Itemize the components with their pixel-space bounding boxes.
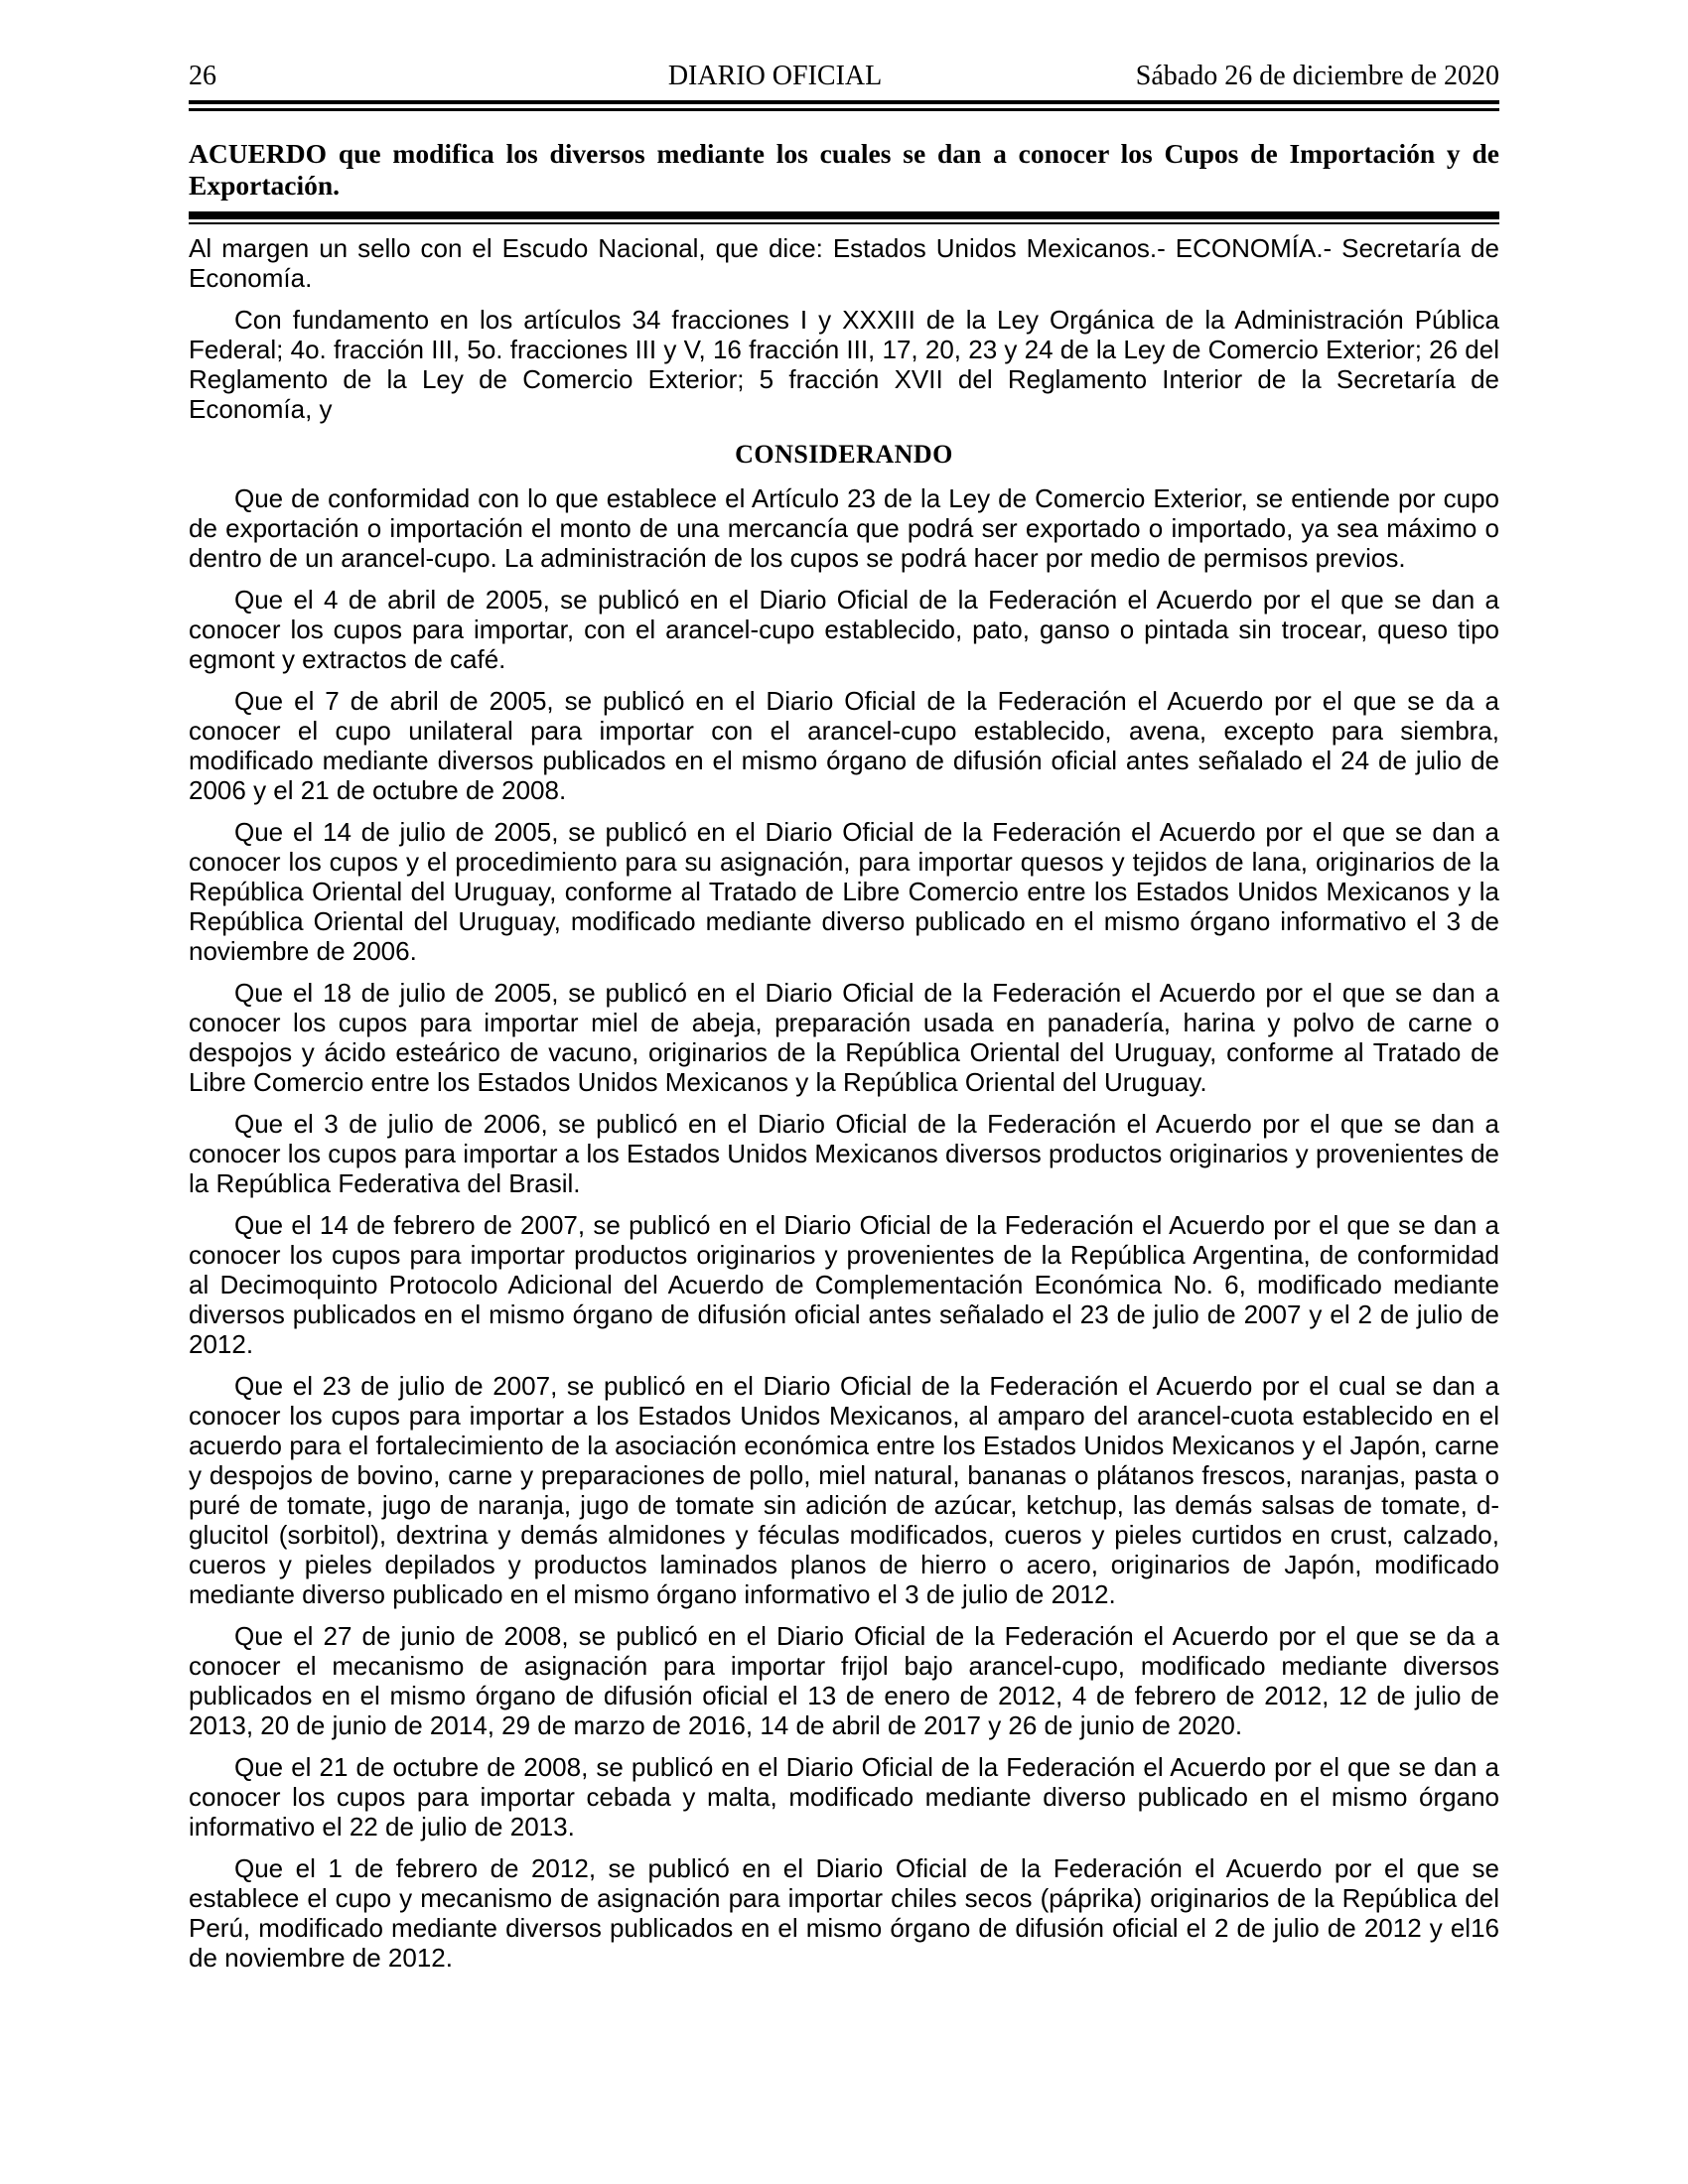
considerando-paragraph-2: Que el 4 de abril de 2005, se publicó en el Diario Oficial de la Federación el Acuerdo por el que se dan a conocer los cupos para importar, con el arancel-cupo establecido, pato, ganso o pintada sin trocear, queso tipo egmont y extractos de café. xyxy=(189,585,1499,674)
margin-seal-paragraph: Al margen un sello con el Escudo Nacional, que dice: Estados Unidos Mexicanos.- ECONOMÍA.- Secretaría de Economía. xyxy=(189,233,1499,293)
legal-basis-paragraph: Con fundamento en los artículos 34 fracciones I y XXXIII de la Ley Orgánica de la Administración Pública Federal; 4o. fracción III, 5o. fracciones III y V, 16 fracción III, 17, 20, 23 y 24 de la Ley de Comercio Exterior; 26 del Reglamento de la Ley de Comercio Exterior; 5 fracción XVII del Reglamento Interior de la Secretaría de Economía, y xyxy=(189,305,1499,424)
header-double-rule xyxy=(189,100,1499,111)
considerando-heading: CONSIDERANDO xyxy=(735,440,953,469)
running-header xyxy=(189,62,1499,91)
considerando-paragraph-8: Que el 23 de julio de 2007, se publicó en el Diario Oficial de la Federación el Acuerdo por el cual se dan a conocer los cupos para importar a los Estados Unidos Mexicanos, al amparo del arancel-cuota establecido en el acuerdo para el fortalecimiento de la asociación económica entre los Estados Unidos Mexicanos y el Japón, carne y despojos de bovino, carne y preparaciones de pollo, miel natural, bananas o plátanos frescos, naranjas, pasta o puré de tomate, jugo de naranja, jugo de tomate sin adición de azúcar, ketchup, las demás salsas de tomate, d-glucitol (sorbitol), dextrina y demás almidones y féculas modificados, cueros y pieles curtidos en crust, calzado, cueros y pieles depilados y productos laminados planos de hierro o acero, originarios de Japón, modificado mediante diverso publicado en el mismo órgano informativo el 3 de julio de 2012. xyxy=(189,1371,1499,1609)
considerando-paragraph-7: Que el 14 de febrero de 2007, se publicó en el Diario Oficial de la Federación el Acuerdo por el que se dan a conocer los cupos para importar productos originarios y provenientes de la República Argentina, de conformidad al Decimoquinto Protocolo Adicional del Acuerdo de Complementación Económica No. 6, modificado mediante diversos publicados en el mismo órgano de difusión oficial antes señalado el 23 de julio de 2007 y el 2 de julio de 2012. xyxy=(189,1210,1499,1359)
considerando-paragraph-11: Que el 1 de febrero de 2012, se publicó en el Diario Oficial de la Federación el Acuerdo por el que se establece el cupo y mecanismo de asignación para importar chiles secos (páprika) originarios de la República del Perú, modificado mediante diversos publicados en el mismo órgano de difusión oficial el 2 de julio de 2012 y el16 de noviembre de 2012. xyxy=(189,1853,1499,1973)
page-number: 26 xyxy=(189,61,216,91)
issue-date: Sábado 26 de diciembre de 2020 xyxy=(1135,61,1499,91)
document-body xyxy=(189,233,1499,1973)
considerando-paragraph-9: Que el 27 de junio de 2008, se publicó en el Diario Oficial de la Federación el Acuerdo por el que se da a conocer el mecanismo de asignación para importar frijol bajo arancel-cupo, modificado mediante diversos publicados en el mismo órgano de difusión oficial el 13 de enero de 2012, 4 de febrero de 2012, 12 de julio de 2013, 20 de junio de 2014, 29 de marzo de 2016, 14 de abril de 2017 y 26 de junio de 2020. xyxy=(189,1621,1499,1740)
considerando-paragraph-10: Que el 21 de octubre de 2008, se publicó en el Diario Oficial de la Federación el Acuerdo por el que se dan a conocer los cupos para importar cebada y malta, modificado mediante diverso publicado en el mismo órgano informativo el 22 de julio de 2013. xyxy=(189,1752,1499,1842)
document-title: ACUERDO que modifica los diversos mediante los cuales se dan a conocer los Cupos de Importación y de Exportación. xyxy=(189,138,1499,201)
considerando-paragraph-4: Que el 14 de julio de 2005, se publicó en el Diario Oficial de la Federación el Acuerdo por el que se dan a conocer los cupos y el procedimiento para su asignación, para importar quesos y tejidos de lana, originarios de la República Oriental del Uruguay, conforme al Tratado de Libre Comercio entre los Estados Unidos Mexicanos y la República Oriental del Uruguay, modificado mediante diverso publicado en el mismo órgano informativo el 3 de noviembre de 2006. xyxy=(189,817,1499,966)
considerando-paragraph-5: Que el 18 de julio de 2005, se publicó en el Diario Oficial de la Federación el Acuerdo por el que se dan a conocer los cupos para importar miel de abeja, preparación usada en panadería, harina y polvo de carne o despojos y ácido esteárico de vacuno, originarios de la República Oriental del Uruguay, conforme al Tratado de Libre Comercio entre los Estados Unidos Mexicanos y la República Oriental del Uruguay. xyxy=(189,978,1499,1097)
considerando-paragraph-3: Que el 7 de abril de 2005, se publicó en el Diario Oficial de la Federación el Acuerdo por el que se da a conocer el cupo unilateral para importar con el arancel-cupo establecido, avena, excepto para siembra, modificado mediante diversos publicados en el mismo órgano de difusión oficial antes señalado el 24 de julio de 2006 y el 21 de octubre de 2008. xyxy=(189,686,1499,805)
title-thick-rule xyxy=(189,211,1499,224)
considerando-paragraph-6: Que el 3 de julio de 2006, se publicó en el Diario Oficial de la Federación el Acuerdo por el que se dan a conocer los cupos para importar a los Estados Unidos Mexicanos diversos productos originarios y provenientes de la República Federativa del Brasil. xyxy=(189,1109,1499,1198)
publication-name: DIARIO OFICIAL xyxy=(667,61,883,91)
considerando-paragraph-1: Que de conformidad con lo que establece el Artículo 23 de la Ley de Comercio Exterior, se entiende por cupo de exportación o importación el monto de una mercancía que podrá ser exportado o importado, ya sea máximo o dentro de un arancel-cupo. La administración de los cupos se podrá hacer por medio de permisos previos. xyxy=(189,483,1499,573)
